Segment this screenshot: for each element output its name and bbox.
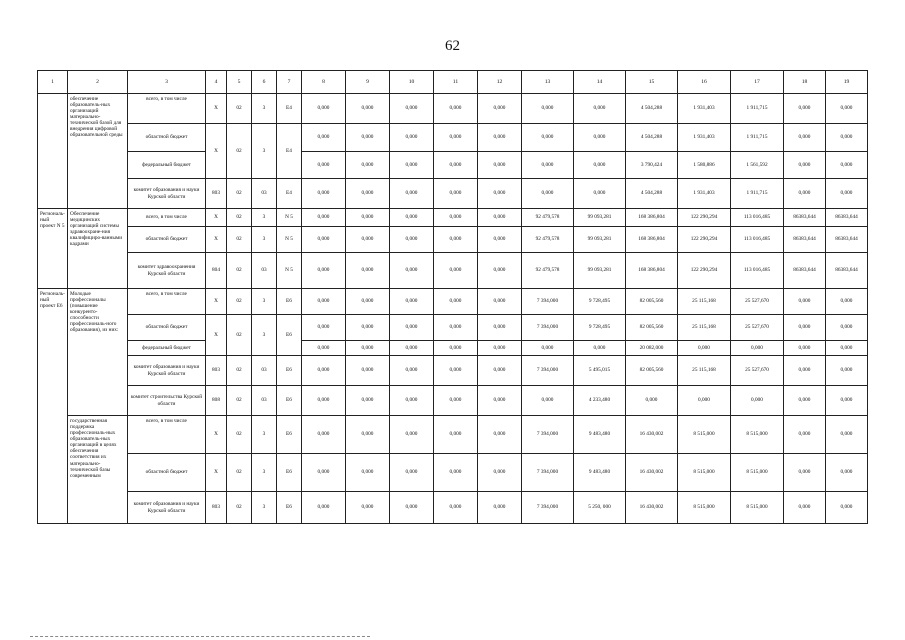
value-cell: 86383,644 xyxy=(784,253,826,289)
value-cell: 0,000 xyxy=(826,179,868,209)
value-cell: 0,000 xyxy=(784,94,826,124)
value-cell: 0,000 xyxy=(574,341,626,356)
value-cell: 0,000 xyxy=(434,416,478,454)
code-cell-c4: X xyxy=(206,315,227,356)
code-cell-c7: E6 xyxy=(277,386,302,416)
value-cell: 0,000 xyxy=(434,253,478,289)
page-number: 62 xyxy=(445,38,460,54)
value-cell: 1 931,403 xyxy=(678,179,731,209)
code-cell-c7: E6 xyxy=(277,356,302,386)
value-cell: 25 115,168 xyxy=(678,289,731,315)
funding-source-cell: федеральный бюджет xyxy=(128,341,206,356)
value-cell: 0,000 xyxy=(784,179,826,209)
code-cell-c4: X xyxy=(206,209,227,227)
value-cell: 99 093,281 xyxy=(574,253,626,289)
budget-table xyxy=(37,70,868,524)
value-cell: 0,000 xyxy=(478,94,522,124)
table-row xyxy=(38,124,868,152)
value-cell: 86383,644 xyxy=(784,227,826,253)
table-row xyxy=(38,209,868,227)
value-cell: 9 728,495 xyxy=(574,315,626,341)
value-cell: 0,000 xyxy=(826,152,868,179)
funding-source-cell: областной бюджет xyxy=(128,315,206,341)
value-cell: 0,000 xyxy=(434,386,478,416)
value-cell: 0,000 xyxy=(731,341,784,356)
value-cell: 20 082,000 xyxy=(626,341,678,356)
value-cell: 0,000 xyxy=(826,492,868,524)
value-cell: 0,000 xyxy=(478,356,522,386)
code-cell-c6: 03 xyxy=(252,356,277,386)
value-cell: 0,000 xyxy=(826,94,868,124)
value-cell: 0,000 xyxy=(390,492,434,524)
value-cell: 82 005,560 xyxy=(626,315,678,341)
value-cell: 0,000 xyxy=(478,124,522,152)
description-cell: Обеспечение медицинских организаций системы здравоохране-ния квалифициро-ванными кадрами xyxy=(68,209,128,289)
code-cell-c5: 02 xyxy=(227,289,252,315)
code-cell-c5: 02 xyxy=(227,94,252,124)
value-cell: 0,000 xyxy=(434,341,478,356)
value-cell: 0,000 xyxy=(346,94,390,124)
value-cell: 0,000 xyxy=(346,492,390,524)
value-cell: 122 290,294 xyxy=(678,227,731,253)
value-cell: 0,000 xyxy=(346,253,390,289)
value-cell: 5 495,015 xyxy=(574,356,626,386)
value-cell: 0,000 xyxy=(522,341,574,356)
value-cell: 0,000 xyxy=(302,124,346,152)
value-cell: 113 016,485 xyxy=(731,253,784,289)
funding-source-cell: комитет образования и науки Курской области xyxy=(128,492,206,524)
value-cell: 8 515,000 xyxy=(731,416,784,454)
value-cell: 0,000 xyxy=(826,454,868,492)
value-cell: 82 005,560 xyxy=(626,289,678,315)
value-cell: 0,000 xyxy=(826,356,868,386)
code-cell-c5: 02 xyxy=(227,209,252,227)
value-cell: 0,000 xyxy=(826,341,868,356)
value-cell: 0,000 xyxy=(390,454,434,492)
table-row xyxy=(38,253,868,289)
value-cell: 0,000 xyxy=(390,253,434,289)
value-cell: 16 430,002 xyxy=(626,416,678,454)
value-cell: 0,000 xyxy=(434,356,478,386)
code-cell-c7: E6 xyxy=(277,492,302,524)
value-cell: 0,000 xyxy=(390,179,434,209)
value-cell: 9 728,495 xyxy=(574,289,626,315)
table-row xyxy=(38,454,868,492)
value-cell: 0,000 xyxy=(302,179,346,209)
value-cell: 1 580,886 xyxy=(678,152,731,179)
value-cell: 0,000 xyxy=(302,209,346,227)
value-cell: 4 504,288 xyxy=(626,179,678,209)
value-cell: 0,000 xyxy=(346,315,390,341)
value-cell: 1 561,592 xyxy=(731,152,784,179)
header-cell-17: 17 xyxy=(731,71,784,94)
value-cell: 9 483,480 xyxy=(574,416,626,454)
value-cell: 7 394,000 xyxy=(522,416,574,454)
value-cell: 99 093,281 xyxy=(574,227,626,253)
value-cell: 25 115,168 xyxy=(678,315,731,341)
value-cell: 0,000 xyxy=(478,152,522,179)
code-cell-c6: 3 xyxy=(252,124,277,179)
table-body xyxy=(38,71,868,524)
funding-source-cell: областной бюджет xyxy=(128,454,206,492)
code-cell-c5: 02 xyxy=(227,386,252,416)
value-cell: 168 386,804 xyxy=(626,209,678,227)
value-cell: 0,000 xyxy=(390,124,434,152)
value-cell: 7 394,000 xyxy=(522,492,574,524)
value-cell: 0,000 xyxy=(302,253,346,289)
value-cell: 0,000 xyxy=(784,289,826,315)
value-cell: 92 479,578 xyxy=(522,209,574,227)
header-cell-14: 14 xyxy=(574,71,626,94)
value-cell: 0,000 xyxy=(784,454,826,492)
value-cell: 0,000 xyxy=(302,386,346,416)
table-row xyxy=(38,416,868,454)
value-cell: 25 527,670 xyxy=(731,289,784,315)
funding-source-cell: комитет образования и науки Курской области xyxy=(128,179,206,209)
value-cell: 0,000 xyxy=(784,124,826,152)
code-cell-c6: 3 xyxy=(252,289,277,315)
value-cell: 0,000 xyxy=(478,253,522,289)
code-cell-c5: 02 xyxy=(227,454,252,492)
value-cell: 86383,644 xyxy=(826,227,868,253)
scan-artifact-line xyxy=(30,636,370,637)
value-cell: 0,000 xyxy=(390,289,434,315)
funding-source-cell: всего, в том числе xyxy=(128,289,206,315)
value-cell: 0,000 xyxy=(346,416,390,454)
header-cell-15: 15 xyxy=(626,71,678,94)
value-cell: 0,000 xyxy=(574,94,626,124)
project-name-cell: Региональ-ный проект E6 xyxy=(38,289,68,524)
value-cell: 0,000 xyxy=(390,341,434,356)
value-cell: 0,000 xyxy=(574,124,626,152)
table-row xyxy=(38,94,868,124)
funding-source-cell: комитет здравоохранения Курской области xyxy=(128,253,206,289)
code-cell-c7: E6 xyxy=(277,454,302,492)
value-cell: 99 093,281 xyxy=(574,209,626,227)
code-cell-c5: 02 xyxy=(227,227,252,253)
value-cell: 0,000 xyxy=(826,386,868,416)
header-cell-2: 2 xyxy=(68,71,128,94)
value-cell: 8 515,000 xyxy=(678,492,731,524)
value-cell: 0,000 xyxy=(302,289,346,315)
value-cell: 92 479,578 xyxy=(522,227,574,253)
value-cell: 0,000 xyxy=(522,386,574,416)
header-cell-11: 11 xyxy=(434,71,478,94)
value-cell: 0,000 xyxy=(390,416,434,454)
table-row xyxy=(38,386,868,416)
header-cell-9: 9 xyxy=(346,71,390,94)
code-cell-c7: N 5 xyxy=(277,253,302,289)
code-cell-c4: 804 xyxy=(206,253,227,289)
header-cell-6: 6 xyxy=(252,71,277,94)
value-cell: 0,000 xyxy=(784,492,826,524)
value-cell: 0,000 xyxy=(678,341,731,356)
value-cell: 0,000 xyxy=(784,315,826,341)
value-cell: 0,000 xyxy=(478,454,522,492)
code-cell-c7: E4 xyxy=(277,124,302,179)
code-cell-c6: 3 xyxy=(252,94,277,124)
value-cell: 4 504,288 xyxy=(626,94,678,124)
value-cell: 8 515,000 xyxy=(678,416,731,454)
code-cell-c6: 03 xyxy=(252,179,277,209)
code-cell-c6: 3 xyxy=(252,315,277,356)
code-cell-c4: X xyxy=(206,289,227,315)
code-cell-c6: 03 xyxy=(252,386,277,416)
header-cell-16: 16 xyxy=(678,71,731,94)
value-cell: 16 430,002 xyxy=(626,492,678,524)
value-cell: 1 911,715 xyxy=(731,179,784,209)
code-cell-c5: 02 xyxy=(227,124,252,179)
code-cell-c6: 3 xyxy=(252,209,277,227)
value-cell: 86383,644 xyxy=(826,253,868,289)
value-cell: 0,000 xyxy=(390,209,434,227)
value-cell: 0,000 xyxy=(346,152,390,179)
code-cell-c7: E6 xyxy=(277,416,302,454)
value-cell: 4 233,480 xyxy=(574,386,626,416)
description-cell: государственная поддержка профессиональ-ных образователь-ных организаций в целях обеспечения соответствия их материально-технической базы современным xyxy=(68,416,128,524)
table-row xyxy=(38,492,868,524)
value-cell: 8 515,000 xyxy=(731,492,784,524)
code-cell-c4: 803 xyxy=(206,492,227,524)
value-cell: 0,000 xyxy=(302,152,346,179)
funding-source-cell: федеральный бюджет xyxy=(128,152,206,179)
value-cell: 0,000 xyxy=(346,356,390,386)
value-cell: 0,000 xyxy=(302,315,346,341)
value-cell: 0,000 xyxy=(522,94,574,124)
table-row xyxy=(38,227,868,253)
value-cell: 0,000 xyxy=(302,94,346,124)
code-cell-c5: 02 xyxy=(227,492,252,524)
code-cell-c4: 803 xyxy=(206,356,227,386)
value-cell: 0,000 xyxy=(434,94,478,124)
value-cell: 168 386,804 xyxy=(626,227,678,253)
description-cell: обеспечение образователь-ных организаций материально-технической базой для внедрения цифровой образовательной среды xyxy=(68,94,128,209)
funding-source-cell: комитет образования и науки Курской области xyxy=(128,356,206,386)
value-cell: 0,000 xyxy=(826,315,868,341)
value-cell: 0,000 xyxy=(346,124,390,152)
value-cell: 5 250, 000 xyxy=(574,492,626,524)
value-cell: 0,000 xyxy=(434,289,478,315)
value-cell: 0,000 xyxy=(434,152,478,179)
value-cell: 1 911,715 xyxy=(731,94,784,124)
header-cell-19: 19 xyxy=(826,71,868,94)
value-cell: 0,000 xyxy=(302,454,346,492)
value-cell: 0,000 xyxy=(302,341,346,356)
code-cell-c4: X xyxy=(206,416,227,454)
value-cell: 0,000 xyxy=(302,492,346,524)
code-cell-c7: E6 xyxy=(277,315,302,356)
value-cell: 0,000 xyxy=(574,152,626,179)
code-cell-c4: X xyxy=(206,454,227,492)
project-cell-empty xyxy=(38,94,68,209)
funding-source-cell: всего, в том числе xyxy=(128,209,206,227)
value-cell: 1 931,403 xyxy=(678,94,731,124)
value-cell: 0,000 xyxy=(434,492,478,524)
code-cell-c6: 3 xyxy=(252,454,277,492)
code-cell-c7: E6 xyxy=(277,289,302,315)
value-cell: 0,000 xyxy=(302,227,346,253)
value-cell: 0,000 xyxy=(478,179,522,209)
header-cell-18: 18 xyxy=(784,71,826,94)
value-cell: 0,000 xyxy=(731,386,784,416)
code-cell-c6: 3 xyxy=(252,492,277,524)
value-cell: 0,000 xyxy=(826,289,868,315)
code-cell-c4: 803 xyxy=(206,179,227,209)
value-cell: 16 430,002 xyxy=(626,454,678,492)
header-cell-10: 10 xyxy=(390,71,434,94)
code-cell-c6: 03 xyxy=(252,253,277,289)
value-cell: 0,000 xyxy=(390,356,434,386)
value-cell: 7 394,000 xyxy=(522,454,574,492)
header-cell-3: 3 xyxy=(128,71,206,94)
funding-source-cell: комитет строительства Курской области xyxy=(128,386,206,416)
value-cell: 0,000 xyxy=(302,416,346,454)
value-cell: 25 115,168 xyxy=(678,356,731,386)
code-cell-c6: 3 xyxy=(252,227,277,253)
value-cell: 0,000 xyxy=(346,227,390,253)
value-cell: 1 931,403 xyxy=(678,124,731,152)
value-cell: 113 016,485 xyxy=(731,227,784,253)
value-cell: 0,000 xyxy=(522,152,574,179)
value-cell: 0,000 xyxy=(478,341,522,356)
code-cell-c5: 02 xyxy=(227,416,252,454)
table-row xyxy=(38,341,868,356)
value-cell: 0,000 xyxy=(784,152,826,179)
funding-source-cell: всего, в том числе xyxy=(128,416,206,454)
value-cell: 0,000 xyxy=(434,454,478,492)
value-cell: 0,000 xyxy=(390,315,434,341)
code-cell-c4: 808 xyxy=(206,386,227,416)
code-cell-c4: X xyxy=(206,227,227,253)
value-cell: 0,000 xyxy=(678,386,731,416)
value-cell: 0,000 xyxy=(826,124,868,152)
value-cell: 0,000 xyxy=(434,124,478,152)
value-cell: 0,000 xyxy=(346,179,390,209)
value-cell: 168 386,804 xyxy=(626,253,678,289)
table-row xyxy=(38,315,868,341)
value-cell: 7 394,000 xyxy=(522,289,574,315)
value-cell: 0,000 xyxy=(784,386,826,416)
project-name-cell: Региональ-ный проект N 5 xyxy=(38,209,68,289)
code-cell-c5: 02 xyxy=(227,253,252,289)
value-cell: 0,000 xyxy=(302,356,346,386)
header-cell-8: 8 xyxy=(302,71,346,94)
value-cell: 0,000 xyxy=(346,454,390,492)
value-cell: 0,000 xyxy=(478,315,522,341)
header-cell-7: 7 xyxy=(277,71,302,94)
funding-source-cell: всего, в том числе xyxy=(128,94,206,124)
code-cell-c5: 02 xyxy=(227,315,252,356)
value-cell: 0,000 xyxy=(346,289,390,315)
value-cell: 113 016,485 xyxy=(731,209,784,227)
value-cell: 0,000 xyxy=(434,227,478,253)
value-cell: 0,000 xyxy=(434,315,478,341)
value-cell: 0,000 xyxy=(390,386,434,416)
code-cell-c7: E4 xyxy=(277,179,302,209)
value-cell: 0,000 xyxy=(478,209,522,227)
value-cell: 3 790,424 xyxy=(626,152,678,179)
value-cell: 4 504,288 xyxy=(626,124,678,152)
value-cell: 0,000 xyxy=(478,492,522,524)
code-cell-c5: 02 xyxy=(227,179,252,209)
code-cell-c6: 3 xyxy=(252,416,277,454)
header-cell-5: 5 xyxy=(227,71,252,94)
header-cell-4: 4 xyxy=(206,71,227,94)
header-cell-12: 12 xyxy=(478,71,522,94)
code-cell-c4: X xyxy=(206,94,227,124)
table-row xyxy=(38,179,868,209)
value-cell: 86383,644 xyxy=(826,209,868,227)
value-cell: 0,000 xyxy=(784,341,826,356)
header-cell-13: 13 xyxy=(522,71,574,94)
value-cell: 0,000 xyxy=(784,416,826,454)
value-cell: 0,000 xyxy=(826,416,868,454)
value-cell: 0,000 xyxy=(346,386,390,416)
value-cell: 0,000 xyxy=(574,179,626,209)
value-cell: 8 515,000 xyxy=(731,454,784,492)
code-cell-c5: 02 xyxy=(227,356,252,386)
code-cell-c7: N 5 xyxy=(277,209,302,227)
value-cell: 0,000 xyxy=(478,289,522,315)
code-cell-c4: X xyxy=(206,124,227,179)
value-cell: 25 527,670 xyxy=(731,356,784,386)
value-cell: 0,000 xyxy=(522,124,574,152)
value-cell: 122 290,294 xyxy=(678,253,731,289)
value-cell: 25 527,670 xyxy=(731,315,784,341)
value-cell: 0,000 xyxy=(390,152,434,179)
table-row xyxy=(38,356,868,386)
value-cell: 0,000 xyxy=(478,416,522,454)
value-cell: 0,000 xyxy=(390,227,434,253)
value-cell: 7 394,000 xyxy=(522,356,574,386)
value-cell: 122 290,294 xyxy=(678,209,731,227)
funding-source-cell: областной бюджет xyxy=(128,124,206,152)
value-cell: 0,000 xyxy=(346,341,390,356)
value-cell: 0,000 xyxy=(478,386,522,416)
value-cell: 0,000 xyxy=(434,209,478,227)
value-cell: 0,000 xyxy=(434,179,478,209)
description-cell: Молодые профессионалы (повышение конкуренто-способности профессиональ-ного образования), из них: xyxy=(68,289,128,416)
table-row xyxy=(38,152,868,179)
value-cell: 8 515,000 xyxy=(678,454,731,492)
value-cell: 0,000 xyxy=(784,356,826,386)
code-cell-c7: N 5 xyxy=(277,227,302,253)
value-cell: 0,000 xyxy=(346,209,390,227)
value-cell: 82 005,560 xyxy=(626,356,678,386)
value-cell: 92 479,578 xyxy=(522,253,574,289)
value-cell: 0,000 xyxy=(390,94,434,124)
funding-source-cell: областной бюджет xyxy=(128,227,206,253)
value-cell: 86383,644 xyxy=(784,209,826,227)
value-cell: 9 483,480 xyxy=(574,454,626,492)
code-cell-c7: E4 xyxy=(277,94,302,124)
value-cell: 7 394,000 xyxy=(522,315,574,341)
header-cell-1: 1 xyxy=(38,71,68,94)
table-row xyxy=(38,289,868,315)
value-cell: 0,000 xyxy=(522,179,574,209)
value-cell: 1 911,715 xyxy=(731,124,784,152)
header-row xyxy=(38,71,868,94)
value-cell: 0,000 xyxy=(478,227,522,253)
value-cell: 0,000 xyxy=(626,386,678,416)
